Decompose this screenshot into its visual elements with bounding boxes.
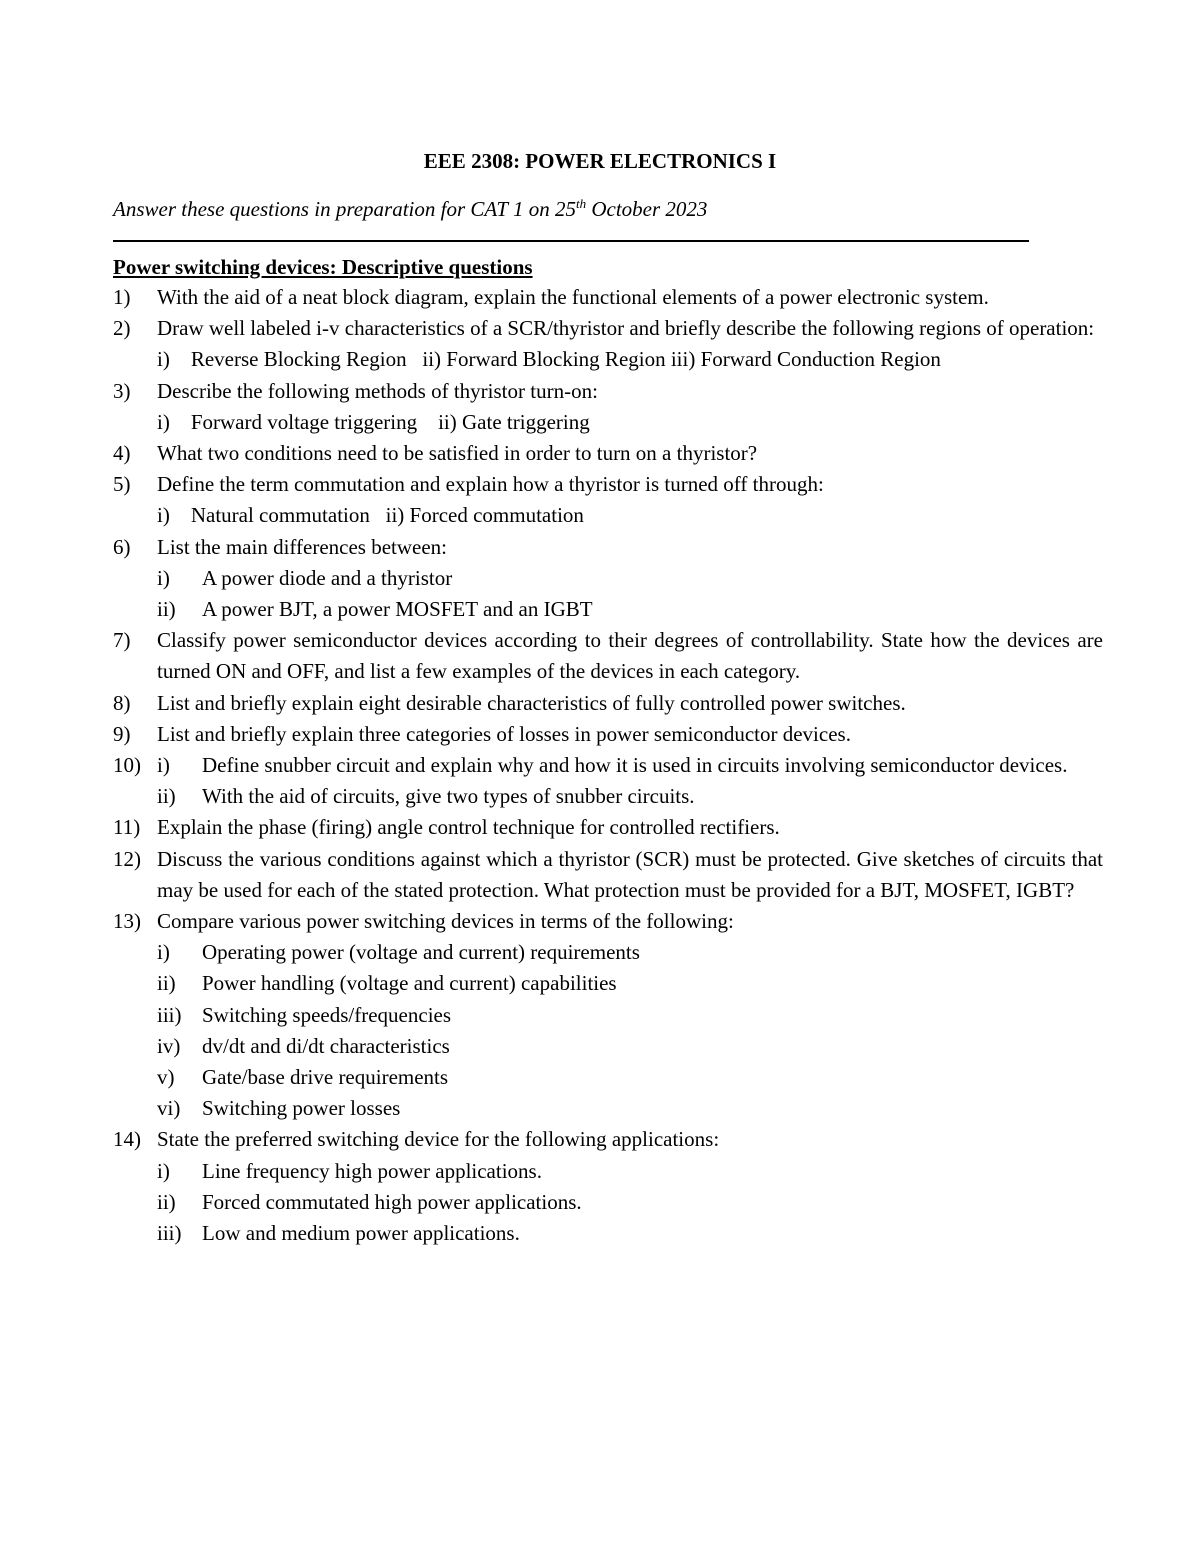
document-title: EEE 2308: POWER ELECTRONICS I (423, 149, 777, 173)
subtitle-end: October 2023 (586, 197, 708, 221)
question-item (113, 812, 1103, 843)
question-text: List and briefly explain eight desirable characteristics of fully controlled power switches. (157, 690, 906, 715)
sub-question-number: i) (157, 565, 170, 590)
sub-question-text: Gate/base drive requirements (202, 1065, 449, 1090)
sub-question-item (113, 968, 1103, 999)
question-number: 6) (113, 534, 131, 559)
question-item (113, 906, 1103, 937)
question-number: 7) (113, 628, 131, 653)
sub-question-number: v) (157, 1065, 175, 1090)
question-item (113, 532, 1103, 563)
question-text: Compare various power switching devices in terms of the following: (157, 909, 734, 934)
question-text: Define the term commutation and explain how a thyristor is turned off through: (157, 472, 824, 497)
sub-question-item (113, 1156, 1103, 1187)
sub-question-item (113, 1000, 1103, 1031)
sub-question-number: i) (157, 940, 170, 965)
questions-list (113, 282, 1103, 1249)
sub-question-text: Switching power losses (202, 1096, 401, 1121)
sub-question-text: A power diode and a thyristor (202, 565, 453, 590)
question-text: Discuss the various conditions against which a thyristor (SCR) must be protected. Give sketches of circuits that may be used for each of the stated protection. What protection must be provided for a BJT, MOSFET, IGBT? (157, 846, 1103, 902)
question-item (113, 438, 1103, 469)
sub-question-item (113, 781, 1103, 812)
question-number: 8) (113, 690, 131, 715)
question-number: 10) (113, 753, 141, 778)
sub-question-number: i) (157, 1158, 170, 1183)
sub-question-item (113, 1062, 1103, 1093)
sub-question-number: iii) (157, 1002, 182, 1027)
question-item (113, 313, 1103, 344)
question-item (113, 282, 1103, 313)
sub-question-text: A power BJT, a power MOSFET and an IGBT (202, 597, 593, 622)
question-number: 3) (113, 378, 131, 403)
question-item (113, 376, 1103, 407)
sub-question-text: Forced commutated high power applications. (202, 1189, 582, 1214)
sub-question-item (113, 1093, 1103, 1124)
question-item (113, 469, 1103, 500)
sub-question-text: Switching speeds/frequencies (202, 1002, 452, 1027)
question-text: Explain the phase (firing) angle control technique for controlled rectifiers. (157, 815, 780, 840)
sub-question-number: ii) (157, 784, 176, 809)
question-text: Draw well labeled i-v characteristics of a SCR/thyristor and briefly describe the following regions of operation: (157, 316, 1095, 341)
question-text: List and briefly explain three categories of losses in power semiconductor devices. (157, 721, 851, 746)
document-subtitle (113, 194, 707, 224)
sub-question-number: vi) (157, 1096, 181, 1121)
question-item (113, 688, 1103, 719)
sub-question-text: Power handling (voltage and current) capabilities (202, 971, 617, 996)
sub-question-item (113, 594, 1103, 625)
sub-question-line: i) Reverse Blocking Region ii) Forward Blocking Region iii) Forward Conduction Region (157, 347, 941, 372)
question-number: 12) (113, 846, 141, 871)
sub-question-item (113, 1218, 1103, 1249)
horizontal-rule (113, 240, 1029, 242)
question-number: 4) (113, 441, 131, 466)
sub-question-text: Line frequency high power applications. (202, 1158, 542, 1183)
question-number: 9) (113, 721, 131, 746)
question-text: State the preferred switching device for the following applications: (157, 1127, 720, 1152)
subtitle-superscript: th (575, 196, 587, 211)
sub-question-item (113, 1187, 1103, 1218)
sub-question-text: Operating power (voltage and current) requirements (202, 940, 640, 965)
question-number: 5) (113, 472, 131, 497)
sub-question-item (113, 563, 1103, 594)
sub-question-number: i) (157, 753, 170, 778)
question-item (113, 719, 1103, 750)
sub-question-item (113, 750, 1103, 781)
question-text: With the aid of a neat block diagram, explain the functional elements of a power electronic system. (157, 285, 989, 309)
question-number: 13) (113, 909, 141, 934)
question-text: Classify power semiconductor devices according to their degrees of controllability. State how the devices are turned ON and OFF, and list a few examples of the devices in each category. (157, 628, 1103, 684)
sub-question-text: dv/dt and di/dt characteristics (202, 1033, 450, 1058)
question-number: 14) (113, 1127, 141, 1152)
subtitle-main: Answer these questions in preparation for CAT 1 on 25 (113, 197, 576, 221)
sub-question-number: ii) (157, 971, 176, 996)
question-number: 1) (113, 285, 131, 309)
sub-question-text: Define snubber circuit and explain why and how it is used in circuits involving semiconductor devices. (202, 753, 1068, 778)
sub-question-text: With the aid of circuits, give two types of snubber circuits. (202, 784, 695, 809)
sub-question-item (113, 937, 1103, 968)
section-heading: Power switching devices: Descriptive questions (113, 255, 533, 279)
sub-question-number: ii) (157, 597, 176, 622)
sub-question-number: iii) (157, 1221, 182, 1246)
question-number: 2) (113, 316, 131, 341)
question-item (113, 844, 1103, 906)
question-text: List the main differences between: (157, 534, 448, 559)
sub-question-text: Low and medium power applications. (202, 1221, 520, 1246)
question-number: 11) (113, 815, 141, 840)
sub-question-item (113, 1031, 1103, 1062)
sub-question-number: iv) (157, 1033, 181, 1058)
question-item (113, 625, 1103, 687)
question-text: Describe the following methods of thyristor turn-on: (157, 378, 598, 403)
question-item (113, 1124, 1103, 1155)
sub-question-line: i) Natural commutation ii) Forced commutation (157, 503, 584, 528)
question-text: What two conditions need to be satisfied in order to turn on a thyristor? (157, 441, 758, 466)
sub-question-number: ii) (157, 1189, 176, 1214)
sub-question-line: i) Forward voltage triggering ii) Gate triggering (157, 409, 590, 434)
